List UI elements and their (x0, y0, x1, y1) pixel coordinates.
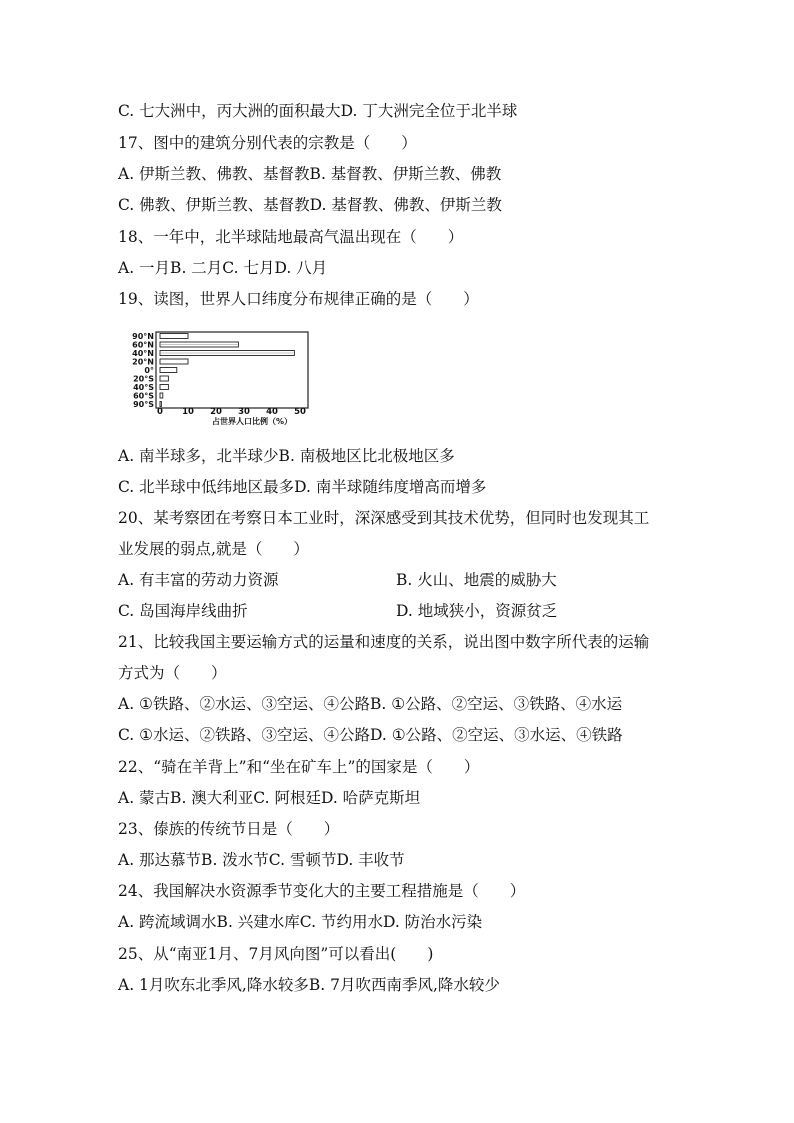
q21-stem-line1: 21、比较我国主要运输方式的运量和速度的关系，说出图中数字所代表的运输 (118, 633, 650, 651)
q25-stem: 25、从“南亚1月、7月风向图”可以看出( ) (118, 945, 434, 963)
q19-option-ab: A. 南半球多，北半球少B. 南极地区比北极地区多 (118, 447, 455, 465)
q22-options: A. 蒙古B. 澳大利亚C. 阿根廷D. 哈萨克斯坦 (118, 789, 421, 807)
q22-stem: 22、“骑在羊背上”和“坐在矿车上”的国家是（ ） (118, 758, 480, 776)
q18-options: A. 一月B. 二月C. 七月D. 八月 (118, 259, 328, 277)
q20-stem-line1: 20、某考察团在考察日本工业时，深深感受到其技术优势，但同时也发现其工 (118, 509, 650, 527)
q23-stem: 23、傣族的传统节日是（ ） (118, 820, 340, 838)
q21-option-ab: A. ①铁路、②水运、③空运、④公路B. ①公路、②空运、③铁路、④水运 (118, 695, 623, 713)
q17-stem: 17、图中的建筑分别代表的宗教是（ ） (118, 134, 417, 152)
q20-stem-line2: 业发展的弱点,就是（ ） (118, 540, 309, 558)
chart-bar (160, 385, 168, 390)
q24-stem: 24、我国解决水资源季节变化大的主要工程措施是（ ） (118, 882, 526, 900)
chart-tick-label: 0 (157, 407, 163, 417)
q20-option-b: B. 火山、地震的威胁大 (396, 571, 557, 589)
chart-bar (160, 376, 168, 381)
q20-option-a: A. 有丰富的劳动力资源 (118, 571, 279, 589)
q19-option-cd: C. 北半球中低纬地区最多D. 南半球随纬度增高而增多 (118, 478, 487, 496)
chart-tick-label: 20 (210, 407, 222, 417)
chart-category-label: 0° (144, 366, 154, 375)
q20-option-c: C. 岛国海岸线曲折 (118, 602, 248, 620)
chart-category-label: 90°S (133, 400, 154, 409)
chart-tick-label: 40 (266, 407, 278, 417)
chart-bar (160, 359, 188, 364)
q18-stem: 18、一年中，北半球陆地最高气温出现在（ ） (118, 228, 464, 246)
chart-category-label: 40°N (132, 349, 154, 358)
chart-bar (160, 402, 161, 407)
chart-category-label: 90°N (132, 332, 154, 341)
q19-stem: 19、读图，世界人口纬度分布规律正确的是（ ） (118, 290, 479, 308)
chart-bar (160, 334, 188, 339)
q25-options: A. 1月吹东北季风,降水较多B. 7月吹西南季风,降水较少 (118, 976, 500, 994)
chart-category-label: 60°S (133, 391, 154, 401)
q21-option-cd: C. ①水运、②铁路、③空运、④公路D. ①公路、②空运、③水运、④铁路 (118, 726, 623, 744)
chart-tick-label: 50 (294, 407, 306, 417)
q20-option-d: D. 地域狭小，资源贫乏 (396, 602, 558, 620)
q16-option-cd: C. 七大洲中，丙大洲的面积最大D. 丁大洲完全位于北半球 (118, 102, 518, 120)
chart-category-label: 60°N (132, 340, 154, 350)
chart-tick-label: 10 (182, 407, 194, 417)
chart-category-label: 40°S (133, 383, 154, 392)
q17-option-cd: C. 佛教、伊斯兰教、基督教D. 基督教、佛教、伊斯兰教 (118, 196, 502, 214)
q24-options: A. 跨流域调水B. 兴建水库C. 节约用水D. 防治水污染 (118, 913, 483, 931)
chart-category-label: 20°S (133, 374, 154, 384)
chart-xlabel: 占世界人口比例（%） (211, 417, 293, 426)
chart-tick-label: 30 (238, 407, 250, 417)
q23-options: A. 那达慕节B. 泼水节C. 雪顿节D. 丰收节 (118, 851, 405, 869)
q21-stem-line2: 方式为（ ） (118, 664, 227, 682)
chart-bar (160, 393, 163, 398)
population-latitude-chart (118, 326, 368, 432)
chart-category-label: 20°N (132, 357, 154, 367)
chart-bar (160, 368, 177, 373)
q17-option-ab: A. 伊斯兰教、佛教、基督教B. 基督教、伊斯兰教、佛教 (118, 165, 502, 183)
